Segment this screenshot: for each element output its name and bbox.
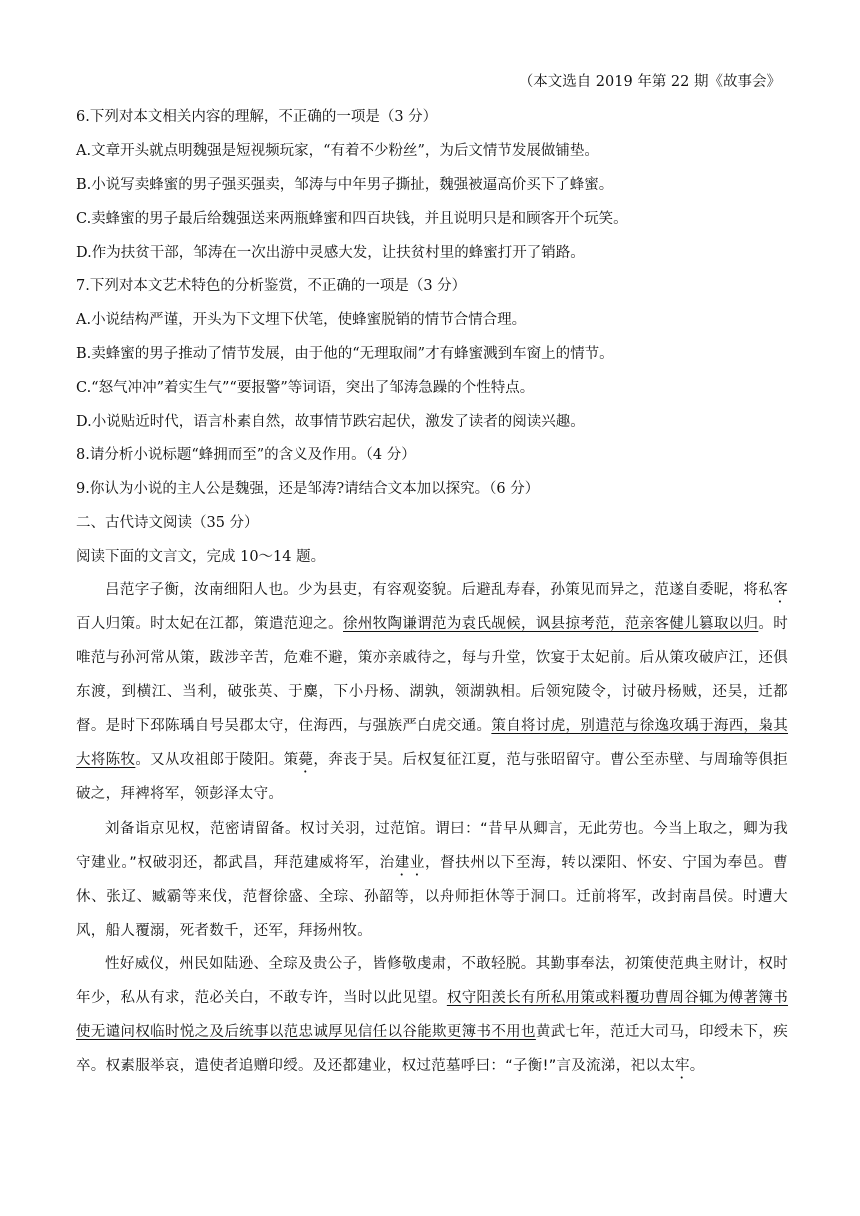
question-6-stem: 6.下列对本文相关内容的理解，不正确的一项是（3 分） bbox=[76, 109, 438, 125]
question-9-stem: 9.你认为小说的主人公是魏强，还是邹涛?请结合文本加以探究。（6 分） bbox=[76, 481, 540, 497]
classical-paragraph-1 bbox=[76, 573, 788, 811]
text-segment: ，督扶州以下至海，转以溧阳、怀安、宁国为奉邑。曹休、张辽、臧霸等来伐，范督徐盛、全琮、孙韶等，以舟师拒休等于洞口。迁前将军，改封南昌侯。时遭大风，船人覆溺，死者数千，还军，拜扬州牧。 bbox=[76, 855, 788, 939]
text-segment: 吕范字子衡，汝南细阳人也。少为县吏，有容观姿貌。后避乱寿春，孙策见而异之，范遂自委昵，将私 bbox=[105, 582, 774, 598]
underlined-sentence: 徐州牧陶谦谓范为袁氏觇候，讽县掠考范，范亲客健儿篡取以归 bbox=[343, 616, 759, 632]
question-7-option-d: D.小说贴近时代，语言朴素自然，故事情节跌宕起伏，激发了读者的阅读兴趣。 bbox=[76, 414, 585, 430]
source-note: （本文选自 2019 年第 22 期《故事会》 bbox=[518, 74, 781, 90]
question-6-option-d: D.作为扶贫干部，邹涛在一次出游中灵感大发，让扶贫村里的蜂蜜打开了销路。 bbox=[76, 245, 585, 261]
question-6-option-b: B.小说写卖蜂蜜的男子强买强卖，邹涛与中年男子撕扯，魏强被逼高价买下了蜂蜜。 bbox=[76, 177, 614, 193]
text-segment: 性好威仪，州民如陆逊、全琮及贵公子，皆修敬虔肃，不敢轻脱。其勤事奉法，初策使范典主财计，权时年少，私从有求，范必关白，不敢专许，当时以此见望。 bbox=[76, 956, 788, 1006]
dotted-keyword: 客 bbox=[773, 582, 788, 598]
dotted-keyword: 薨 bbox=[298, 752, 314, 768]
text-segment: 。时唯范与孙河常从策，跋涉辛苦，危难不避，策亦亲戚待之，每与升堂，饮宴于太妃前。后从策攻破庐江，还俱东渡，到横江、当利，破张英、于麋，下小丹杨、湖孰，领湖孰相。后领宛陵令，讨破丹杨贼，还吴，迁都督。是时下邳陈瑀自号吴郡太守，住海西，与强族严白虎交通。 bbox=[76, 616, 788, 734]
question-6-option-a: A.文章开头就点明魏强是短视频玩家，“有着不少粉丝”，为后文情节发展做铺垫。 bbox=[76, 143, 599, 159]
underlined-sentence: 权守阳羡长有所私用策或料覆功曹周谷辄为傅著簿书使无谴问权临时悦之及后统事以范忠诚厚见信任以谷能欺更簿书不用也 bbox=[76, 990, 789, 1040]
classical-paragraph-3 bbox=[76, 947, 788, 1083]
text-segment: 。 bbox=[689, 1058, 705, 1074]
text-segment: 黄武七年，范迁大司马，印绶未下，疾卒。权素服举哀，遣使者追赠印绶。及还都建业，权过范墓呼曰：“子衡!”言及流涕，祀以太 bbox=[76, 1024, 789, 1074]
text-segment: 刘备诣京见权，范密请留备。权讨关羽，过范馆。谓曰：“昔早从卿言，无此劳也。今当上取之，卿为我守建业。”权破羽还，都武昌，拜范建威将军，治 bbox=[76, 821, 788, 871]
question-7-option-a: A.小说结构严谨，开头为下文埋下伏笔，使蜂蜜脱销的情节合情合理。 bbox=[76, 312, 527, 328]
question-7-option-c: C.“怒气冲冲”着实生气”“要报警”等词语，突出了邹涛急躁的个性特点。 bbox=[76, 380, 535, 396]
section-instruction: 阅读下面的文言文，完成 10～14 题。 bbox=[76, 549, 326, 565]
dotted-keyword: 建业 bbox=[394, 855, 426, 871]
question-7-option-b: B.卖蜂蜜的男子推动了情节发展，由于他的“无理取闹”才有蜂蜜溅到车窗上的情节。 bbox=[76, 346, 614, 362]
classical-paragraph-2 bbox=[76, 812, 788, 948]
question-8-stem: 8.请分析小说标题“蜂拥而至”的含义及作用。（4 分） bbox=[76, 447, 416, 463]
dotted-keyword: 牢 bbox=[674, 1058, 690, 1074]
section-heading: 二、古代诗文阅读（35 分） bbox=[76, 515, 259, 531]
text-segment: ，奔丧于吴。后权复征江夏，范与张昭留守。曹公至赤壁、与周瑜等俱拒破之，拜裨将军，领彭泽太守。 bbox=[76, 752, 788, 802]
underlined-sentence: 策自将讨虎，别遣范与徐逸攻瑀于海西，枭其大将陈牧 bbox=[76, 718, 789, 768]
text-segment: 。又从攻祖郎于陵阳。策 bbox=[135, 752, 299, 768]
question-7-stem: 7.下列对本文艺术特色的分析鉴赏，不正确的一项是（3 分） bbox=[76, 278, 467, 294]
question-6-option-c: C.卖蜂蜜的男子最后给魏强送来两瓶蜂蜜和四百块钱，并且说明只是和顾客开个玩笑。 bbox=[76, 211, 628, 227]
text-segment: 百人归策。时太妃在江都，策遣范迎之。 bbox=[76, 616, 344, 632]
